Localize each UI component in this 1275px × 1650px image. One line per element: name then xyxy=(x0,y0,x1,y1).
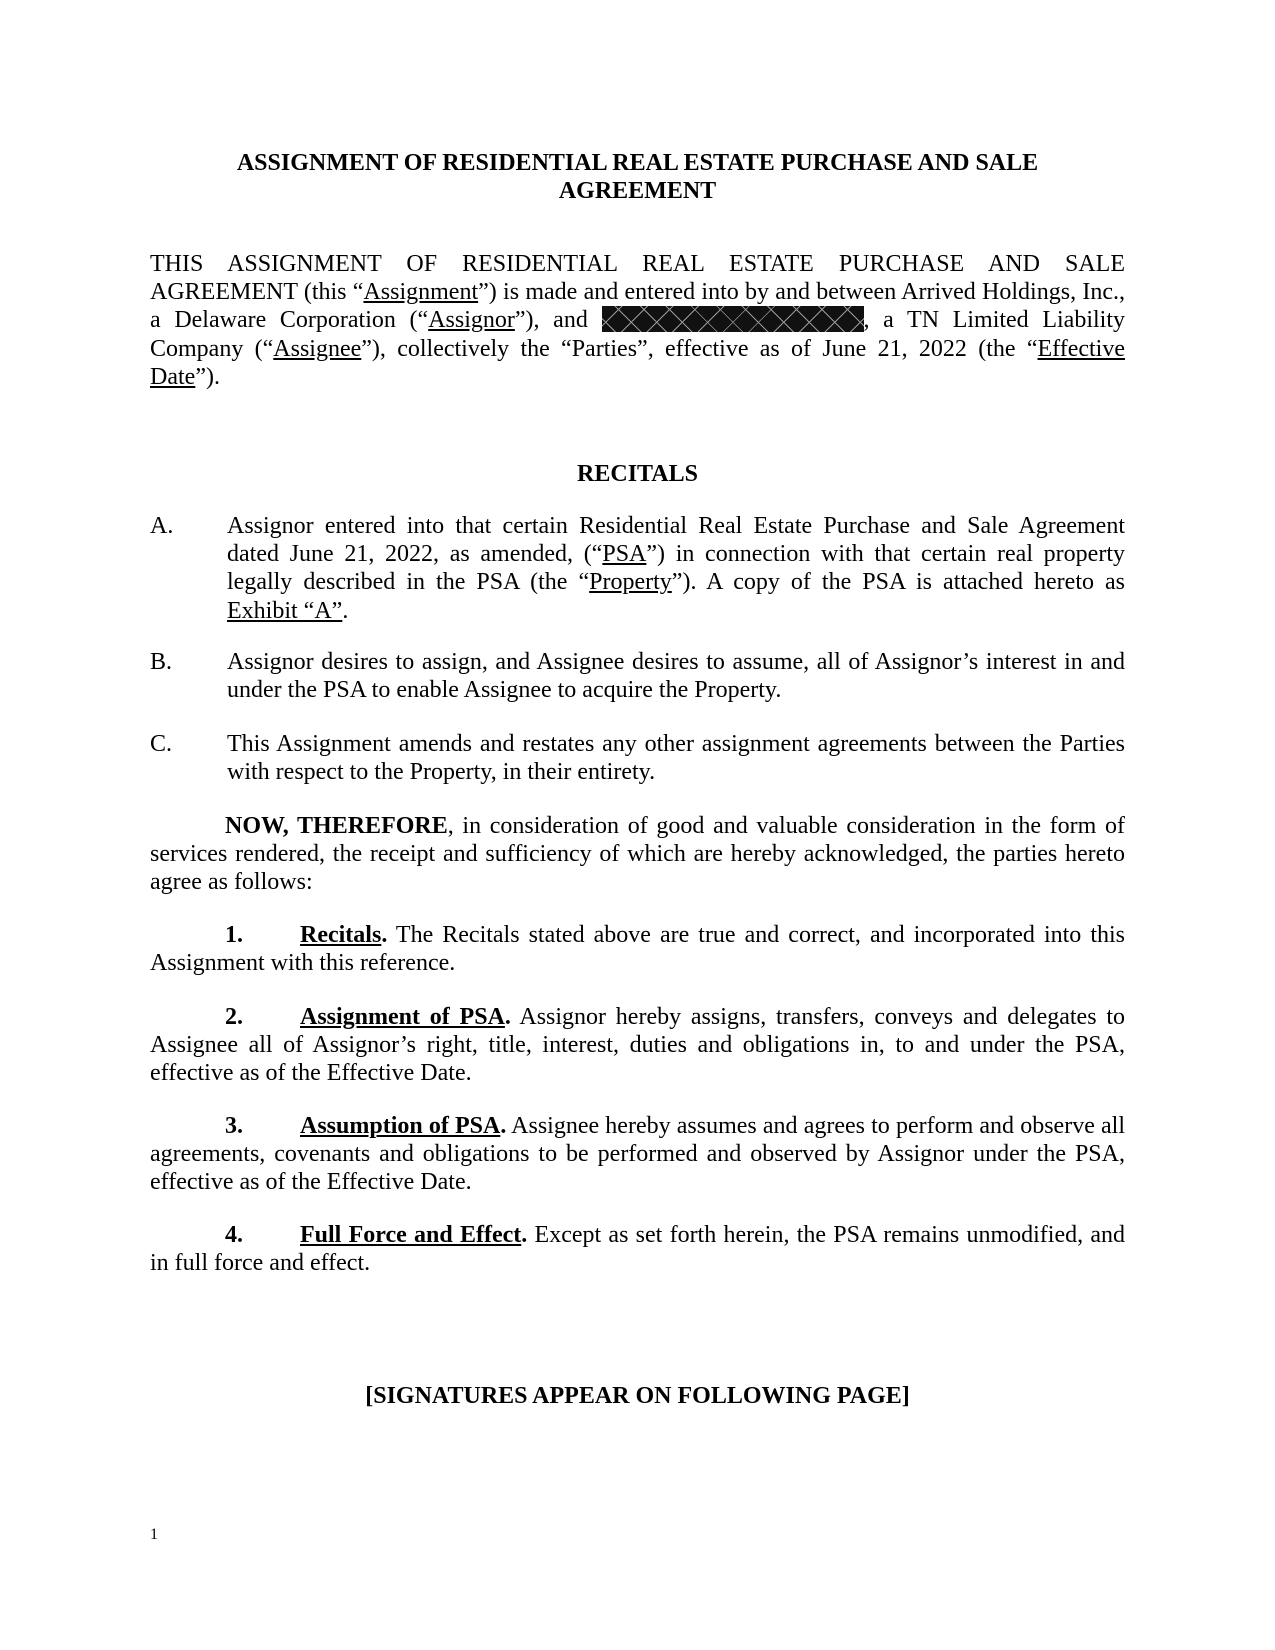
section-number: 1. xyxy=(225,922,243,948)
section-number: 2. xyxy=(225,1004,243,1030)
assignee-term: Assignee xyxy=(273,335,362,362)
recital-text: Assignor desires to assign, and Assignee desires to assume, all of Assignor’s interest in and under the PSA to enable Assignee to acquire the Property. xyxy=(227,649,1125,704)
intro-paragraph xyxy=(150,250,1125,391)
recital-c xyxy=(150,730,1125,786)
recital-letter: C. xyxy=(150,731,173,757)
intro-text-6: ”). xyxy=(195,363,220,390)
section-4 xyxy=(150,1221,1125,1277)
assignor-term: Assignor xyxy=(428,307,515,334)
recital-text xyxy=(227,512,1125,625)
section-heading-punct: . xyxy=(500,1113,507,1139)
section-heading: Full Force and Effect xyxy=(300,1222,522,1248)
section-text: Except as set forth herein, the PSA remains unmodified, and in full force and effect. xyxy=(150,1222,1126,1277)
section-heading: Recitals xyxy=(300,922,382,948)
document-title xyxy=(150,149,1125,205)
section-3 xyxy=(150,1112,1125,1197)
recital-a-text-3: ”). A copy of the PSA is attached hereto as xyxy=(671,569,1126,596)
exhibit-a-reference: Exhibit “A” xyxy=(227,597,343,624)
section-heading-punct: . xyxy=(504,1004,511,1030)
intro-text-5: ”), collectively the “Parties”, effective as of June 21, 2022 (the “ xyxy=(361,335,1038,362)
section-text: The Recitals stated above are true and correct, and incorporated into this Assignment with this reference. xyxy=(150,922,1125,977)
section-number: 3. xyxy=(225,1113,243,1139)
intro-text-3: ”), and xyxy=(514,307,602,334)
recital-a-text-1: Assignor entered into that certain Residential Real Estate Purchase and Sale Agreement dated June 21, 2022, as amended, (“ xyxy=(227,513,1125,568)
recital-letter: A. xyxy=(150,513,174,539)
now-therefore-lead: NOW, THEREFORE xyxy=(225,813,448,839)
intro-text-4: , a TN Limited Liability Company (“ xyxy=(150,307,1125,362)
section-text: Assignor hereby assigns, transfers, conveys and delegates to Assignee all of Assignor’s right, title, interest, duties and obligations in, to and under the PSA, effective as of the Effective Date. xyxy=(150,1004,1125,1087)
recital-a xyxy=(150,512,1125,625)
now-therefore-paragraph xyxy=(150,812,1125,897)
title-line-1: ASSIGNMENT OF RESIDENTIAL REAL ESTATE PURCHASE AND SALE xyxy=(236,150,1039,176)
effective-date-term: Effective Date xyxy=(150,335,1125,390)
section-heading-punct: . xyxy=(521,1222,528,1248)
recital-a-text-4: . xyxy=(342,597,349,624)
section-heading: Assignment of PSA xyxy=(300,1004,505,1030)
section-number: 4. xyxy=(225,1222,243,1248)
recital-b xyxy=(150,648,1125,704)
intro-text-1: THIS ASSIGNMENT OF RESIDENTIAL REAL ESTATE PURCHASE AND SALE AGREEMENT (this “ xyxy=(150,251,1125,306)
now-therefore-text: , in consideration of good and valuable consideration in the form of services rendered, the receipt and sufficiency of which are hereby acknowledged, the parties hereto agree as follows: xyxy=(150,813,1125,896)
section-heading: Assumption of PSA xyxy=(300,1113,501,1139)
property-term: Property xyxy=(589,569,672,596)
recital-a-text-2: ”) in connection with that certain real property legally described in the PSA (the “ xyxy=(227,541,1125,596)
section-heading-punct: . xyxy=(381,922,388,948)
recital-letter: B. xyxy=(150,649,173,675)
psa-term: PSA xyxy=(602,541,647,568)
section-1 xyxy=(150,921,1125,977)
intro-text-2: ”) is made and entered into by and between Arrived Holdings, Inc., a Delaware Corporation (“ xyxy=(150,279,1125,334)
section-text: Assignee hereby assumes and agrees to perform and observe all agreements, covenants and obligations to be performed and observed by Assignor under the PSA, effective as of the Effective Date. xyxy=(150,1113,1125,1196)
assignment-term: Assignment xyxy=(363,279,479,306)
signature-note: [SIGNATURES APPEAR ON FOLLOWING PAGE] xyxy=(365,1383,910,1409)
section-2 xyxy=(150,1003,1125,1088)
recitals-heading: RECITALS xyxy=(577,461,698,487)
page-number: 1 xyxy=(150,1526,158,1543)
title-line-2: AGREEMENT xyxy=(558,178,717,204)
recital-text: This Assignment amends and restates any other assignment agreements between the Parties with respect to the Property, in their entirety. xyxy=(227,731,1125,786)
redacted-assignee-name xyxy=(602,306,864,332)
